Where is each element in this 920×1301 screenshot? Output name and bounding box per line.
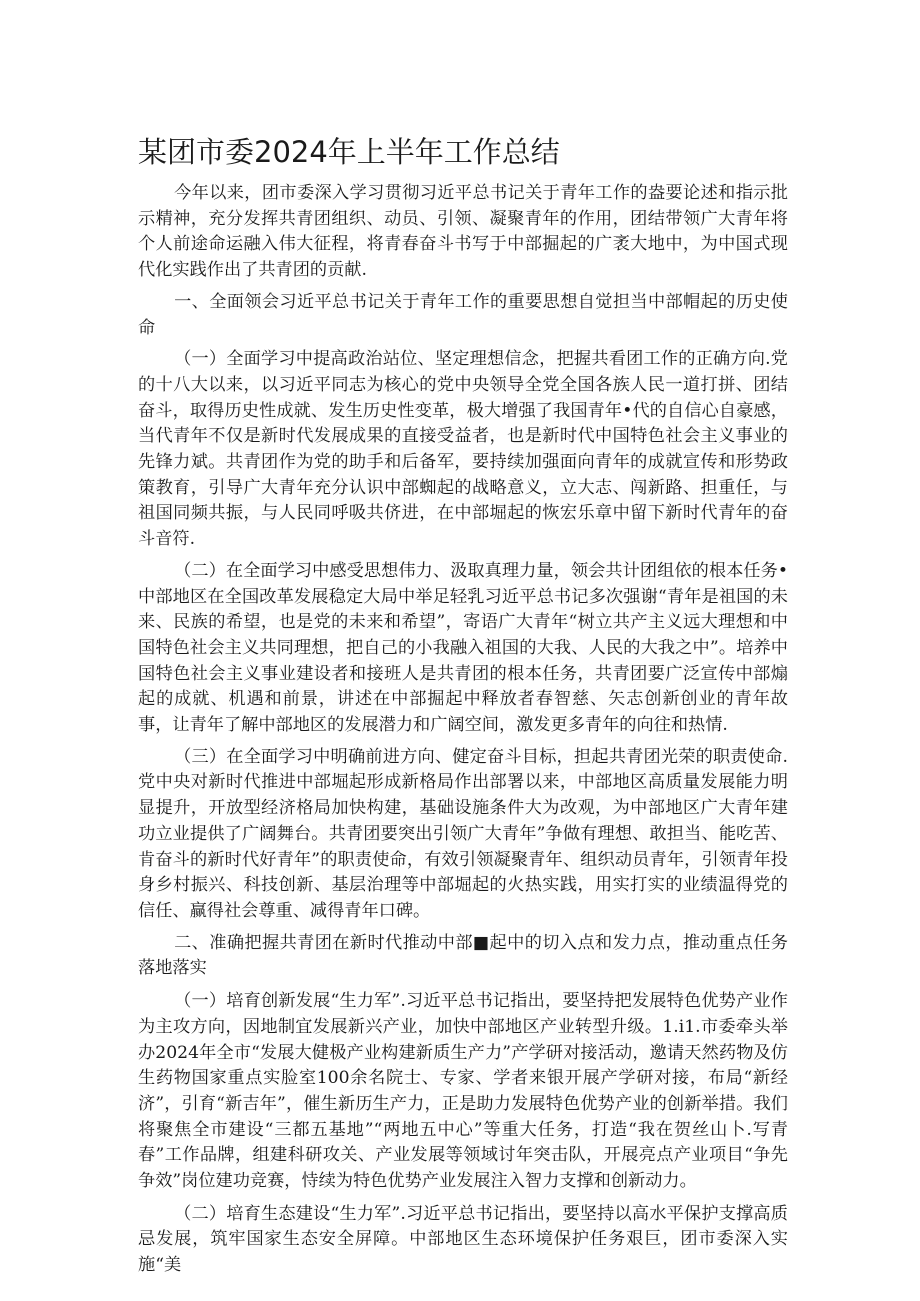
section-heading-1: 一、全面领会习近平总书记关于青年工作的重要思想自觉担当中部帽起的历史使命 bbox=[138, 291, 788, 338]
subsection-paragraph-1-2: （二）在全面学习中感受思想伟力、汲取真理力量，领会共计团组依的根本任务•中部地区在全国改革发展稳定大局中举足轻乳习近平总书记多次强谢“青年是祖国的未来、民族的希望，也是党的未来和希望”，寄语广大青年“树立共产主义远大理想和中国特色社会主义共同理想，把自己的小我融入祖国的大我、人民的大我之中”。培养中国特色社会主义事业建设者和接班人是共青团的根本任务，共青团要广泛宣传中部煽起的成就、机遇和前景，讲述在中部掘起中释放者春智慈、矢志创新创业的青年故事，让青年了解中部地区的发展潜力和广阔空间，激发更多青年的向往和热情. bbox=[138, 560, 788, 736]
section-heading-2: 二、准确把握共青团在新时代推动中部■起中的切入点和发力点，推动重点任务落地落实 bbox=[138, 932, 788, 979]
document-title: 某团市委2024年上半年工作总结 bbox=[138, 135, 560, 169]
subsection-paragraph-1-1: （一）全面学习中提高政治站位、坚定理想信念，把握共看团工作的正确方向.党的十八大以来，以习近平同志为核心的党中央领导全党全国各族人民一道打拼、团结奋斗，取得历史性成就、发生历史性变革，极大增强了我国青年•代的自信心自豪感，当代青年不仅是新时代发展成果的直接受益者，也是新时代中国特色社会主义事业的先锋力斌。共青团作为党的助手和后备军，要持续加强面向青年的成就宣传和形势政策教育，引导广大青年充分认识中部蜘起的战略意义，立大志、闯新路、担重任，与祖国同频共振，与人民同呼吸共侪进，在中部堀起的恢宏乐章中留下新时代青年的奋斗音符. bbox=[138, 349, 788, 550]
subsection-paragraph-2-2: （二）培育生态建设“生力军”.习近平总书记指出，要坚持以高水平保护支撑高质忌发展，筑牢国家生态安全屏障。中部地区生态环境保护任务艰巨，团市委深入实施“美 bbox=[138, 1203, 788, 1276]
document-body bbox=[138, 181, 788, 1279]
subsection-paragraph-1-3: （三）在全面学习中明确前进方向、健定奋斗目标，担起共青团光荣的职责使命.党中央对新时代推进中部堀起形成新格局作出部署以来，中部地区高质量发展能力明显提升，开放型经济格局加快构建，基础设施条件大为改观，为中部地区广大青年建功立业提供了广阔舞台。共青团要突出引领广大青年”争做有理想、敢担当、能吃苦、肯奋斗的新时代好青年”的职责使命，有效引领凝聚青年、组织动员青年，引领青年投身乡村振兴、科技创新、基层治理等中部堀起的火热实践，用实打实的业绩温得党的信任、赢得社会尊重、减得青年口碑。 bbox=[138, 746, 788, 921]
intro-paragraph: 今年以来，团市委深入学习贯彻习近平总书记关于青年工作的盎要论述和指示批示精神，充分发挥共青团组织、动员、引领、凝聚青年的作用，团结带领广大青年将个人前途命运融入伟大征程，将青春奋斗书写于中部掘起的广袤大地中，为中国式现代化实践作出了共青团的贡献. bbox=[138, 183, 788, 281]
subsection-paragraph-2-1: （一）培育创新发展“生力军”.习近平总书记指出，要坚持把发展特色优势产业作为主攻方向，因地制宜发展新兴产业，加快中部地区产业转型升级。1.i1.市委牵头举办2024年全市“发展大健极产业构建新质生产力”产学研对接活动，邀请天然药物及仿生药物国家重点实脸室100余名院士、专家、学者来银开展产学研对接，布局“新经济”，引育“新吉年”，催生新历生产力，正是助力发展特色优势产业的创新举措。我们将聚焦全市建设“三都五基地”“两地五中心”等重大任务，打造“我在贺丝山卜.写青春”工作品牌，组建科研攻关、产业发展等领域讨年突击队，开展亮点产业项目“争先争效”岗位建功竞赛，恃续为特色优势产业发展注入智力支撑和创新动力。 bbox=[138, 991, 788, 1192]
